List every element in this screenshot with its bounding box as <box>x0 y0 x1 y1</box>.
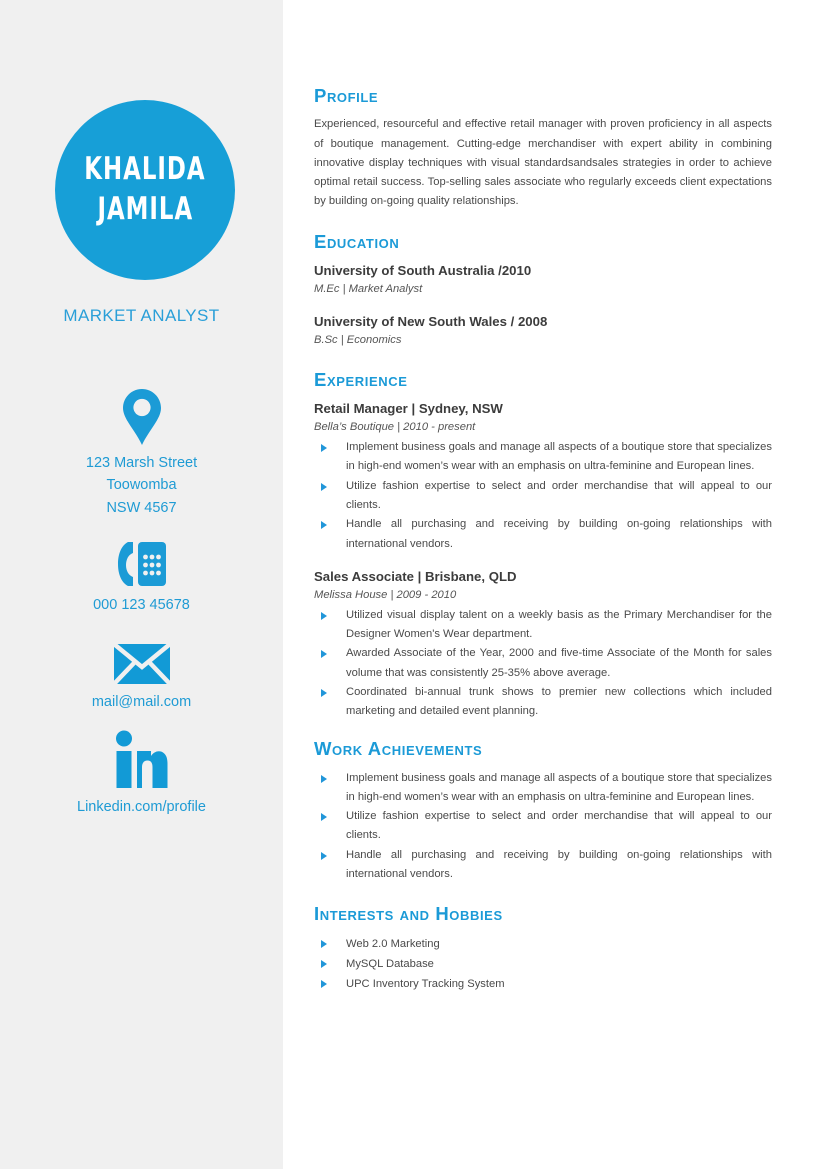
email-text: mail@mail.com <box>91 694 192 710</box>
experience-subtitle: Melissa House | 2009 - 2010 <box>314 588 457 601</box>
list-item-text: Implement business goals and manage all aspects of a boutique store that specializes in high-end women’s wear with an emphasis on ultra-feminine and European lines. <box>346 441 772 473</box>
list-item <box>314 515 772 554</box>
list-item <box>314 644 772 683</box>
experience-item <box>314 567 772 722</box>
list-item <box>314 477 772 516</box>
work-achievements-bullet-list <box>314 769 772 885</box>
bullet-triangle-icon <box>321 444 327 452</box>
bullet-triangle-icon <box>321 483 327 491</box>
section-work-achievements <box>314 739 772 884</box>
list-item <box>314 974 772 994</box>
address-line-2: Toowomba <box>106 477 177 494</box>
list-item-text: Coordinated bi-annual trunk shows to premier new collections which included marketing and detailed event planning. <box>346 685 772 718</box>
first-name: KHALIDA <box>84 151 206 188</box>
job-title: MARKET ANALYST <box>63 306 220 325</box>
list-item <box>314 769 772 808</box>
bullet-triangle-icon <box>321 521 327 529</box>
education-item <box>314 312 772 349</box>
list-item <box>314 954 772 974</box>
work-achievements-heading: Work Achievements <box>314 738 483 760</box>
list-item-text: MySQL Database <box>346 957 434 970</box>
bullet-triangle-icon <box>321 650 327 658</box>
education-subtitle: M.Ec | Market Analyst <box>314 283 423 296</box>
list-item-text: Utilize fashion expertise to select and order merchandise that will appeal to our clients. <box>346 810 772 842</box>
bullet-triangle-icon <box>321 852 327 860</box>
list-item-text: Handle all purchasing and receiving by building on-going relationships with international vendors. <box>346 518 772 550</box>
list-item <box>314 934 772 954</box>
name-badge-circle <box>55 100 235 280</box>
bullet-triangle-icon <box>321 940 327 948</box>
address-line-3: NSW 4567 <box>106 499 177 516</box>
linkedin-text: Linkedin.com/profile <box>77 799 206 815</box>
experience-heading: Experience <box>314 368 408 390</box>
phone-text: 000 123 45678 <box>93 597 190 613</box>
profile-paragraph: Experienced, resourceful and effective retail manager with proven proficiency in all aspects of boutique management. Cutting-edge merchandiser with expert ability in combining innovative display techniques with visual standardsandsales strategies in order to achieve optimal retail success. Top-selling sales associate who regularly exceeds client expectations by building on-going quality relationships. <box>314 118 772 208</box>
section-education <box>314 232 772 349</box>
list-item <box>314 438 772 477</box>
list-item-text: Handle all purchasing and receiving by building on-going relationships with international vendors. <box>346 848 772 880</box>
experience-item <box>314 399 772 554</box>
main-content <box>283 0 827 1169</box>
education-heading: Education <box>314 230 400 252</box>
bullet-triangle-icon <box>321 775 327 783</box>
bullet-triangle-icon <box>321 960 327 968</box>
envelope-icon <box>0 643 283 685</box>
contact-email <box>0 643 283 713</box>
bullet-triangle-icon <box>321 813 327 821</box>
experience-title: Sales Associate | Brisbane, QLD <box>314 568 517 584</box>
section-interests <box>314 904 772 994</box>
list-item-text: Implement business goals and manage all aspects of a boutique store that specializes in high-end women’s wear with an emphasis on ultra-feminine and European lines. <box>346 771 772 803</box>
list-item <box>314 606 772 645</box>
desk-phone-icon <box>0 540 283 588</box>
list-item-text: Utilize fashion expertise to select and order merchandise that will appeal to our clients. <box>346 479 772 511</box>
linkedin-icon <box>0 730 283 790</box>
bullet-triangle-icon <box>321 612 327 620</box>
contact-address <box>0 388 283 519</box>
experience-bullet-list <box>314 438 772 554</box>
last-name: JAMILA <box>97 191 193 227</box>
contact-linkedin <box>0 730 283 818</box>
experience-bullet-list <box>314 606 772 722</box>
bullet-triangle-icon <box>321 980 327 988</box>
list-item-text: Utilized visual display talent on a weekly basis as the Primary Merchandiser for the Designer Women's Wear department. <box>346 608 772 640</box>
section-profile <box>314 86 772 212</box>
experience-subtitle: Bella’s Boutique | 2010 - present <box>314 421 476 434</box>
address-line-1: 123 Marsh Street <box>85 455 198 471</box>
contact-phone <box>0 540 283 616</box>
sidebar <box>0 0 283 1169</box>
profile-heading: Profile <box>314 85 379 106</box>
address-text <box>0 452 283 519</box>
list-item-text: Awarded Associate of the Year, 2000 and five-time Associate of the Month for sales volume that was consistently 25-35% above average. <box>346 647 772 679</box>
list-item-text: Web 2.0 Marketing <box>346 937 440 950</box>
interests-heading: Interests and Hobbies <box>314 903 503 925</box>
bullet-triangle-icon <box>321 689 327 697</box>
interests-bullet-list <box>314 934 772 995</box>
education-title: University of New South Wales / 2008 <box>314 313 548 329</box>
education-title: University of South Australia /2010 <box>314 263 532 279</box>
section-experience <box>314 370 772 721</box>
location-pin-icon <box>0 388 283 446</box>
experience-title: Retail Manager | Sydney, NSW <box>314 401 503 417</box>
list-item <box>314 807 772 846</box>
education-subtitle: B.Sc | Economics <box>314 334 402 347</box>
list-item-text: UPC Inventory Tracking System <box>346 978 505 991</box>
list-item <box>314 846 772 885</box>
education-item <box>314 261 772 298</box>
list-item <box>314 683 772 722</box>
